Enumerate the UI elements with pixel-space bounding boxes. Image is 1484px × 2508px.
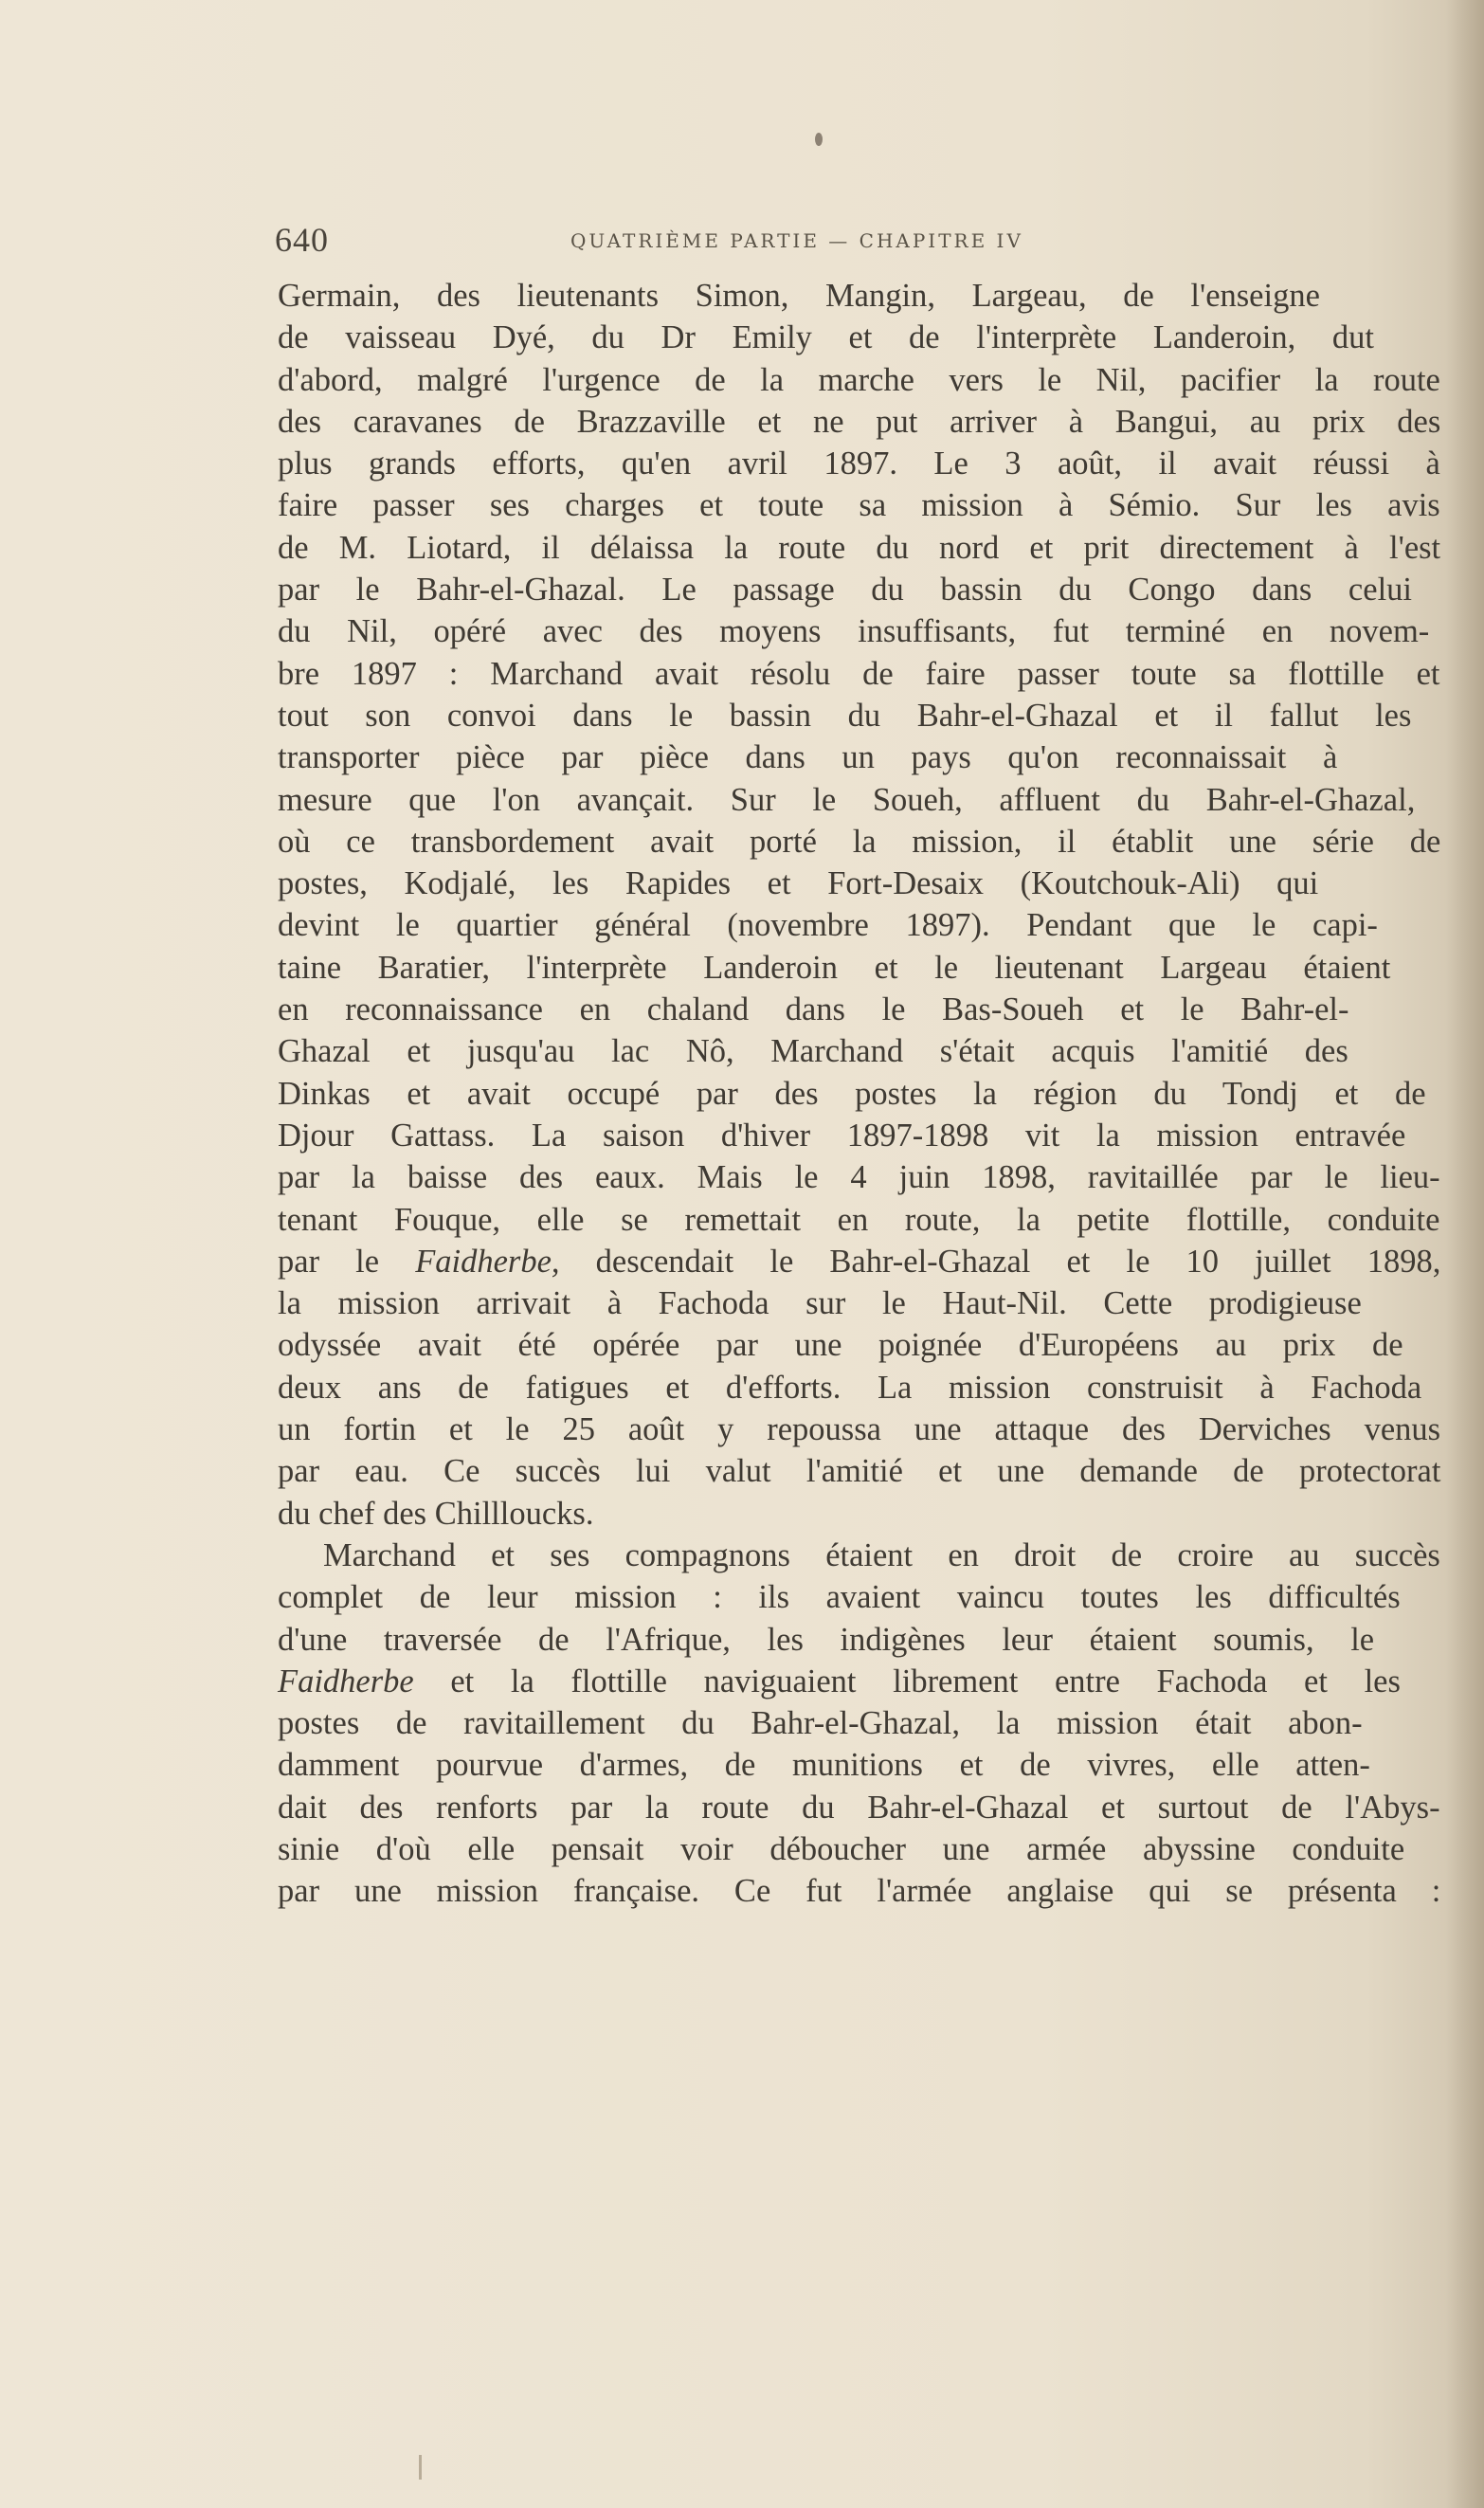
text-line: dait des renforts par la route du Bahr-el-Ghazal et surtout de l'Abys- <box>278 1789 1440 1826</box>
text-line: devint le quartier général (novembre 1897). Pendant que le capi- <box>278 907 1378 944</box>
running-head: QUATRIÈME PARTIE — CHAPITRE IV <box>570 229 1023 252</box>
text-line: tout son convoi dans le bassin du Bahr-el-Ghazal et il fallut les <box>278 697 1412 734</box>
text-line: par la baisse des eaux. Mais le 4 juin 1898, ravitaillée par le lieu- <box>278 1159 1440 1196</box>
text-line: odyssée avait été opérée par une poignée d'Européens au prix de <box>278 1327 1403 1364</box>
text-line: faire passer ses charges et toute sa mission à Sémio. Sur les avis <box>278 487 1440 524</box>
text-line: d'une traversée de l'Afrique, les indigènes leur étaient soumis, le <box>278 1621 1375 1658</box>
ink-spot <box>815 133 823 146</box>
text-line: complet de leur mission : ils avaient vaincu toutes les difficultés <box>278 1579 1401 1616</box>
text-line: d'abord, malgré l'urgence de la marche vers le Nil, pacifier la route <box>278 361 1440 398</box>
page-header <box>275 220 1156 265</box>
text-line: Marchand et ses compagnons étaient en droit de croire au succès <box>323 1536 1440 1573</box>
text-line: de vaisseau Dyé, du Dr Emily et de l'interprète Landeroin, dut <box>278 319 1374 356</box>
text-line: où ce transbordement avait porté la mission, il établit une série de <box>278 823 1441 860</box>
text-line: Ghazal et jusqu'au lac Nô, Marchand s'était acquis l'amitié des <box>278 1033 1348 1070</box>
paragraph-2 <box>278 1535 1440 1913</box>
text-line: postes, Kodjalé, les Rapides et Fort-Desaix (Koutchouk-Ali) qui <box>278 865 1319 902</box>
text-line: du Nil, opéré avec des moyens insuffisants, fut terminé en novem- <box>278 613 1430 650</box>
text-line: en reconnaissance en chaland dans le Bas-Soueh et le Bahr-el- <box>278 991 1349 1028</box>
text-line: tenant Fouque, elle se remettait en route, la petite flottille, conduite <box>278 1201 1440 1238</box>
text-line: de M. Liotard, il délaissa la route du nord et prit directement à l'est <box>278 529 1441 566</box>
text-line: du chef des Chillloucks. <box>278 1495 594 1532</box>
text-line: Germain, des lieutenants Simon, Mangin, Largeau, de l'enseigne <box>278 278 1320 314</box>
text-line: transporter pièce par pièce dans un pays qu'on reconnaissait à <box>278 739 1338 776</box>
text-line: Faidherbe et la flottille naviguaient librement entre Fachoda et les <box>278 1663 1401 1699</box>
ship-name-italic: Faidherbe <box>278 1663 414 1699</box>
text-line: Dinkas et avait occupé par des postes la région du Tondj et de <box>278 1075 1426 1112</box>
text-line: mesure que l'on avançait. Sur le Soueh, affluent du Bahr-el-Ghazal, <box>278 781 1416 818</box>
stray-mark <box>419 2455 422 2480</box>
page-edge-shadow <box>1446 0 1484 2508</box>
page-number: 640 <box>275 221 329 259</box>
paragraph-1 <box>278 275 1440 1535</box>
ship-name-italic: Faidherbe, <box>415 1243 560 1280</box>
text-line: damment pourvue d'armes, de munitions et de vivres, elle atten- <box>278 1747 1370 1784</box>
text-line: Djour Gattass. La saison d'hiver 1897-1898 vit la mission entravée <box>278 1117 1406 1154</box>
body-text <box>278 275 1440 1913</box>
text-line: par le Faidherbe, descendait le Bahr-el-Ghazal et le 10 juillet 1898, <box>278 1243 1441 1280</box>
text-line: postes de ravitaillement du Bahr-el-Ghazal, la mission était abon- <box>278 1705 1363 1742</box>
text-line: deux ans de fatigues et d'efforts. La mission construisit à Fachoda <box>278 1369 1422 1406</box>
text-line: taine Baratier, l'interprète Landeroin et le lieutenant Largeau étaient <box>278 949 1391 986</box>
text-line: par le Bahr-el-Ghazal. Le passage du bassin du Congo dans celui <box>278 572 1412 609</box>
text-line: la mission arrivait à Fachoda sur le Haut-Nil. Cette prodigieuse <box>278 1285 1362 1322</box>
text-line: sinie d'où elle pensait voir déboucher une armée abyssine conduite <box>278 1830 1405 1867</box>
text-line: par eau. Ce succès lui valut l'amitié et une demande de protectorat <box>278 1453 1441 1490</box>
text-line: par une mission française. Ce fut l'armée anglaise qui se présenta : <box>278 1873 1441 1910</box>
text-line: plus grands efforts, qu'en avril 1897. Le 3 août, il avait réussi à <box>278 445 1440 482</box>
text-line: un fortin et le 25 août y repoussa une attaque des Derviches venus <box>278 1411 1441 1448</box>
text-line: bre 1897 : Marchand avait résolu de faire passer toute sa flottille et <box>278 655 1440 692</box>
text-line: des caravanes de Brazzaville et ne put arriver à Bangui, au prix des <box>278 403 1441 440</box>
